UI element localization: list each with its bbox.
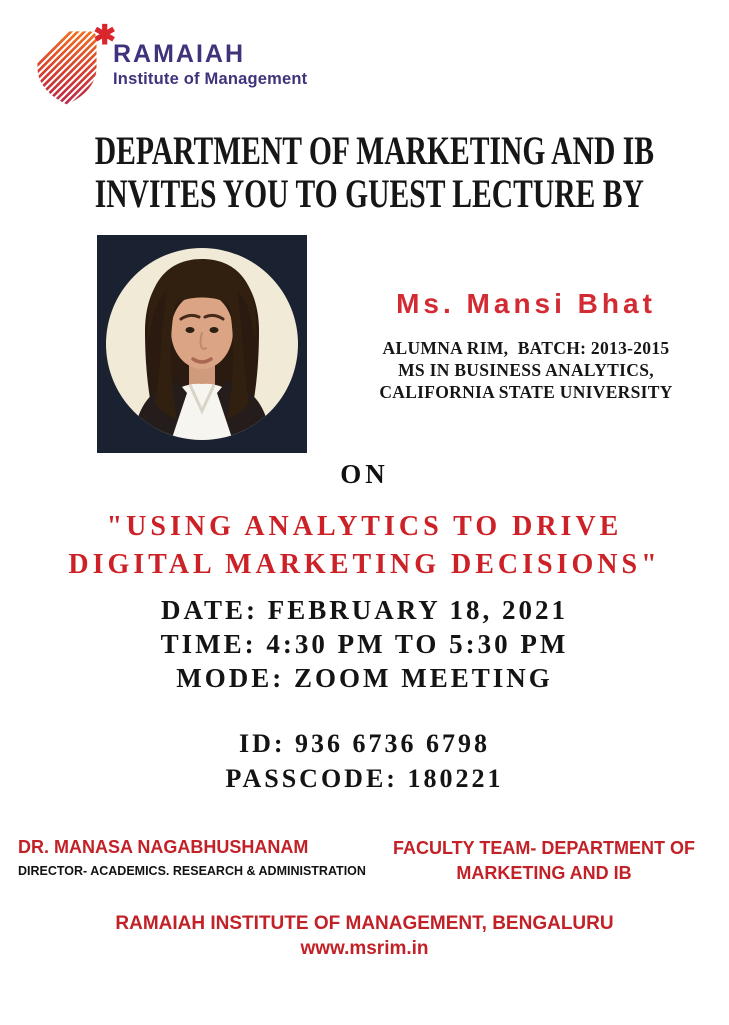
faculty-team-line-2: MARKETING AND IB <box>456 863 632 883</box>
logo-brand-name: RAMAIAH <box>113 40 246 68</box>
speaker-details <box>335 337 717 403</box>
director-name: DR. MANASA NAGABHUSHANAM <box>18 837 309 857</box>
speaker-name: Ms. Mansi Bhat <box>396 288 656 319</box>
footer-director <box>18 837 366 878</box>
asterisk-icon: ✱ <box>93 20 116 50</box>
talk-title-line-1: "USING ANALYTICS TO DRIVE <box>106 511 623 542</box>
meeting-id: ID: 936 6736 6798 <box>238 729 491 758</box>
meeting-credentials <box>0 726 729 796</box>
faculty-team-line-1: FACULTY TEAM- DEPARTMENT OF <box>393 838 695 858</box>
speaker-info <box>335 288 717 403</box>
institute-name: RAMAIAH INSTITUTE OF MANAGEMENT, BENGALURU <box>115 913 614 934</box>
speaker-detail-line: ALUMNA RIM, BATCH: 2013-2015 <box>382 338 670 358</box>
footer-faculty-team <box>388 836 700 886</box>
talk-title-line-2: DIGITAL MARKETING DECISIONS" <box>68 549 661 580</box>
speaker-photo <box>97 235 307 453</box>
logo-subtitle: Institute of Management <box>113 70 308 89</box>
connector-text: ON <box>340 459 389 489</box>
logo-text <box>113 26 307 89</box>
director-title: DIRECTOR- ACADEMICS. RESEARCH & ADMINISTRATION <box>18 864 366 878</box>
speaker-detail-line: CALIFORNIA STATE UNIVERSITY <box>379 382 673 402</box>
ramaiah-logo <box>30 20 308 109</box>
footer-institute <box>0 911 729 961</box>
event-date: DATE: FEBRUARY 18, 2021 <box>160 595 569 625</box>
heading-line-2: INVITES YOU TO GUEST LECTURE BY <box>94 171 644 216</box>
event-details <box>0 593 729 695</box>
speaker-detail-line: MS IN BUSINESS ANALYTICS, <box>398 360 654 380</box>
talk-title <box>0 508 729 584</box>
event-time: TIME: 4:30 PM TO 5:30 PM <box>160 629 569 659</box>
ramaiah-shield-icon <box>30 20 116 109</box>
poster-heading <box>0 129 729 215</box>
heading-line-1: DEPARTMENT OF MARKETING AND IB <box>94 128 654 173</box>
meeting-passcode: PASSCODE: 180221 <box>225 764 504 793</box>
event-mode: MODE: ZOOM MEETING <box>176 663 553 693</box>
institute-website: www.msrim.in <box>300 938 429 959</box>
